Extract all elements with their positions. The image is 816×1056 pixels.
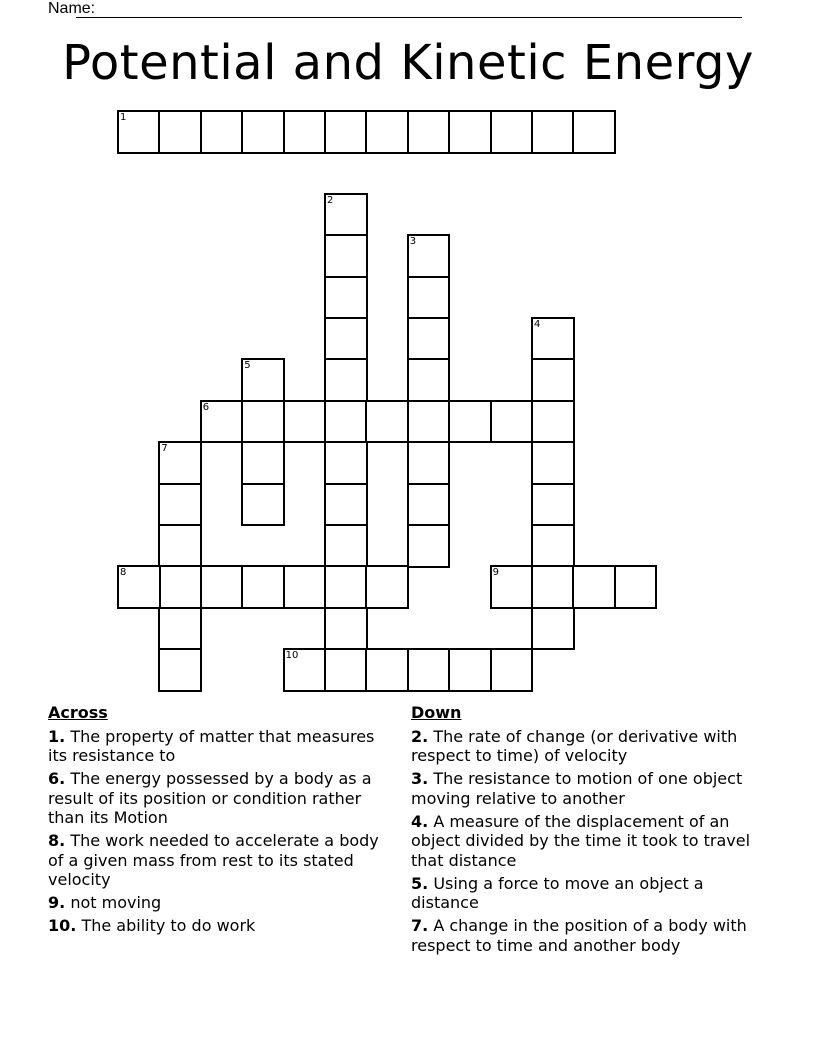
cell-number: 9 (492, 567, 499, 579)
crossword-cell[interactable] (158, 483, 202, 527)
cell-number: 1 (120, 112, 127, 123)
crossword-cell[interactable] (407, 358, 451, 402)
crossword-cell[interactable] (531, 483, 575, 527)
crossword-cell[interactable] (490, 400, 534, 444)
crossword-cell[interactable] (241, 358, 285, 402)
crossword-cell[interactable] (241, 110, 285, 154)
crossword-cell[interactable] (200, 110, 244, 154)
cell-number: 10 (285, 650, 299, 662)
clue-number: 5. (411, 873, 429, 893)
clue-number: 9. (48, 893, 66, 912)
crossword-cell[interactable] (324, 565, 368, 609)
cell-number: 5 (244, 360, 251, 372)
clue-number: 10. (48, 916, 77, 935)
crossword-cell[interactable] (324, 400, 368, 444)
clue-text: A change in the position of a body with respect to time and another body (411, 916, 747, 955)
crossword-cell[interactable] (241, 565, 285, 609)
clue-text: not moving (70, 893, 162, 912)
crossword-cell[interactable] (490, 565, 534, 609)
clue-across-9 (48, 893, 393, 913)
cell-number: 3 (409, 236, 417, 248)
crossword-cell[interactable] (614, 565, 658, 609)
crossword-cell[interactable] (324, 110, 368, 154)
clue-down-5 (411, 874, 771, 913)
crossword-cell[interactable] (324, 441, 368, 485)
crossword-cell[interactable] (117, 565, 161, 609)
clue-across-6 (48, 769, 393, 828)
crossword-cell[interactable] (490, 110, 534, 154)
crossword-cell[interactable] (283, 648, 327, 692)
crossword-cell[interactable] (324, 234, 368, 278)
page-title: Potential and Kinetic Energy (62, 35, 754, 91)
crossword-cell[interactable] (407, 234, 451, 278)
crossword-cell[interactable] (448, 110, 492, 154)
crossword-cell[interactable] (241, 400, 285, 444)
across-clues (48, 703, 393, 939)
crossword-cell[interactable] (407, 441, 451, 485)
clue-across-8 (48, 831, 393, 890)
clue-text: A measure of the displacement of an object divided by the time it took to travel that distance (411, 811, 751, 870)
down-clues (411, 703, 771, 959)
clue-number: 7. (411, 916, 429, 935)
crossword-cell[interactable] (365, 648, 409, 692)
clue-number: 1. (48, 726, 66, 746)
clue-text: The property of matter that measures its resistance to (48, 726, 375, 765)
clue-down-2 (411, 727, 771, 766)
clue-number: 2. (411, 726, 429, 746)
crossword-cell[interactable] (490, 648, 534, 692)
crossword-cell[interactable] (324, 276, 368, 320)
clue-number: 4. (411, 811, 429, 831)
crossword-cell[interactable] (365, 565, 409, 609)
crossword-cell[interactable] (407, 483, 451, 527)
cell-number: 4 (534, 319, 541, 330)
clue-text: The ability to do work (81, 916, 256, 935)
crossword-cell[interactable] (407, 317, 451, 361)
crossword-cell[interactable] (158, 441, 202, 485)
crossword-cell[interactable] (283, 400, 327, 444)
crossword-cell[interactable] (324, 524, 368, 568)
crossword-cell[interactable] (448, 648, 492, 692)
crossword-cell[interactable] (407, 110, 451, 154)
clue-text: The work needed to accelerate a body of a given mass from rest to its stated velocity (48, 831, 379, 889)
crossword-cell[interactable] (531, 565, 575, 609)
clue-text: The energy possessed by a body as a result of its position or condition rather than its Motion (48, 769, 372, 827)
crossword-cell[interactable] (531, 441, 575, 485)
clue-down-3 (411, 769, 771, 808)
crossword-cell[interactable] (158, 524, 202, 568)
down-heading: Down (411, 703, 462, 722)
crossword-cell[interactable] (365, 110, 409, 154)
crossword-cell[interactable] (324, 193, 368, 237)
crossword-cell[interactable] (324, 648, 368, 692)
crossword-cell[interactable] (572, 565, 616, 609)
crossword-cell[interactable] (531, 317, 575, 361)
clue-number: 3. (411, 769, 429, 788)
crossword-cell[interactable] (407, 648, 451, 692)
crossword-cell[interactable] (407, 524, 451, 568)
crossword-cell[interactable] (531, 358, 575, 402)
crossword-cell[interactable] (531, 524, 575, 568)
crossword-cell[interactable] (158, 648, 202, 692)
cell-number: 6 (202, 401, 210, 413)
crossword-cell[interactable] (200, 400, 244, 444)
crossword-cell[interactable] (241, 441, 285, 485)
crossword-cell[interactable] (324, 317, 368, 361)
crossword-cell[interactable] (324, 607, 368, 651)
cell-number: 7 (161, 443, 168, 455)
name-label: Name: (48, 0, 96, 17)
crossword-cell[interactable] (117, 110, 161, 154)
crossword-cell[interactable] (158, 607, 202, 651)
crossword-cell[interactable] (158, 565, 202, 609)
clue-across-10 (48, 916, 393, 936)
crossword-cell[interactable] (283, 110, 327, 154)
crossword-cell[interactable] (158, 110, 202, 154)
crossword-cell[interactable] (531, 607, 575, 651)
crossword-cell[interactable] (324, 483, 368, 527)
clue-down-4 (411, 812, 771, 871)
clue-number: 6. (48, 769, 66, 788)
crossword-cell[interactable] (572, 110, 616, 154)
clue-down-7 (411, 916, 771, 955)
crossword-cell[interactable] (283, 565, 327, 609)
crossword-cell[interactable] (448, 400, 492, 444)
crossword-cell[interactable] (407, 400, 451, 444)
clue-text: The resistance to motion of one object moving relative to another (411, 769, 743, 808)
crossword-cell[interactable] (531, 110, 575, 154)
clue-across-1 (48, 727, 393, 766)
crossword-cell[interactable] (531, 400, 575, 444)
across-heading: Across (48, 703, 108, 722)
crossword-cell[interactable] (241, 483, 285, 527)
cell-number: 8 (120, 567, 127, 579)
clue-text: The rate of change (or derivative with respect to time) of velocity (411, 726, 738, 765)
clue-number: 8. (48, 831, 66, 850)
crossword-cell[interactable] (324, 358, 368, 402)
crossword-cell[interactable] (365, 400, 409, 444)
crossword-cell[interactable] (407, 276, 451, 320)
crossword-cell[interactable] (200, 565, 244, 609)
cell-number: 2 (327, 194, 334, 206)
clue-text: Using a force to move an object a distance (411, 873, 704, 912)
